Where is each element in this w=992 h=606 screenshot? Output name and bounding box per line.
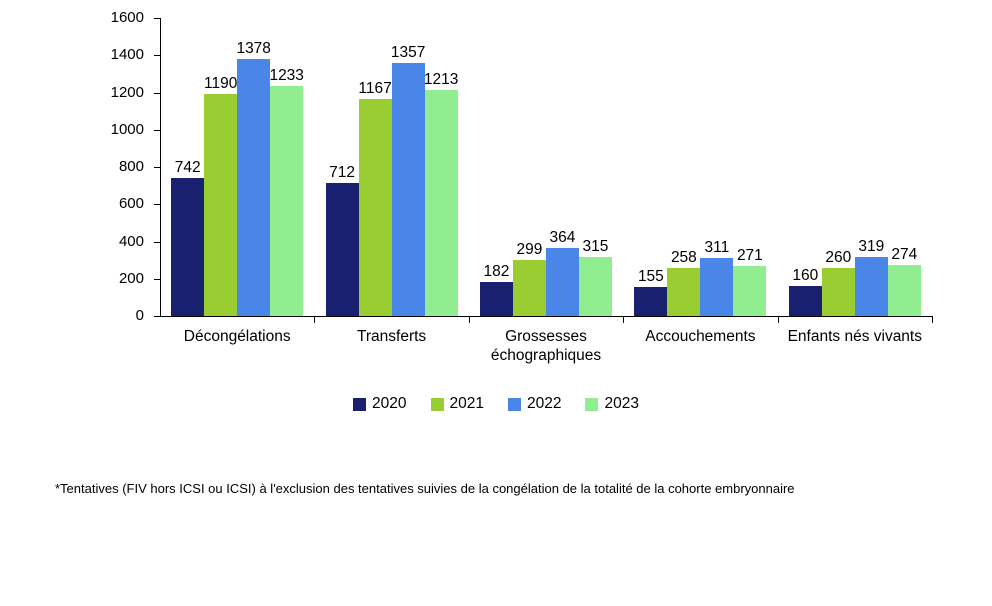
y-axis-tick-label: 800 xyxy=(118,158,144,175)
bar-value-label: 182 xyxy=(483,263,510,281)
bar-value-label: 311 xyxy=(704,239,730,257)
bar-value-label: 742 xyxy=(174,158,201,176)
y-axis-tick-label: 0 xyxy=(135,307,144,324)
bar xyxy=(269,67,304,316)
bar-value-label: 155 xyxy=(637,268,664,286)
bar-value-label: 160 xyxy=(792,267,819,285)
bar xyxy=(423,71,459,316)
x-axis-tick xyxy=(469,316,470,323)
bar-value-label: 1233 xyxy=(269,67,304,85)
bar xyxy=(480,263,513,316)
bar-value-label: 315 xyxy=(582,238,609,256)
y-axis-tick-label: 200 xyxy=(118,269,144,287)
bar xyxy=(789,267,822,316)
bar-value-label: 1213 xyxy=(423,71,459,89)
bar-value-label: 712 xyxy=(329,164,356,182)
legend-label: 2020 xyxy=(372,395,407,412)
bar xyxy=(822,248,855,316)
x-axis-category-label: Grossesses échographiques xyxy=(490,328,602,364)
y-axis-tick-label: 1400 xyxy=(110,46,144,64)
bar-group xyxy=(314,18,468,316)
legend-label: 2022 xyxy=(527,395,562,412)
chart-legend xyxy=(0,396,992,412)
x-axis-tick xyxy=(623,316,624,323)
y-axis-tick-label-wrap xyxy=(96,159,144,174)
y-axis-tick-label: 1200 xyxy=(110,83,144,101)
bar xyxy=(204,75,238,316)
legend-item xyxy=(585,396,638,412)
x-axis-tick xyxy=(932,316,933,323)
x-axis-line xyxy=(160,316,932,317)
y-axis-tick-label-wrap xyxy=(96,122,144,137)
bar-value-label: 1378 xyxy=(236,40,271,58)
bar xyxy=(358,79,392,316)
bar xyxy=(546,229,579,316)
bar xyxy=(855,237,888,316)
bar xyxy=(667,248,700,316)
bar-group xyxy=(623,18,777,316)
bar-value-label: 258 xyxy=(670,248,697,266)
legend-swatch-icon xyxy=(431,398,444,411)
legend-swatch-icon xyxy=(508,398,521,411)
y-axis-tick-label: 400 xyxy=(118,232,144,250)
chart-footnote: *Tentatives (FIV hors ICSI ou ICSI) à l'exclusion des tentatives suivies de la congélation de la totalité de la cohorte embryonnaire xyxy=(55,481,795,496)
bar xyxy=(634,268,667,316)
bar-value-label: 1190 xyxy=(204,75,238,93)
bar-value-label: 319 xyxy=(858,237,885,255)
legend-item xyxy=(508,396,561,412)
bar xyxy=(171,158,204,316)
y-axis-tick-label-wrap xyxy=(96,308,144,323)
y-axis-tick-label-wrap xyxy=(96,85,144,100)
y-axis-tick-label-wrap xyxy=(96,47,144,62)
bar-value-label: 364 xyxy=(549,229,576,247)
bar xyxy=(733,246,766,316)
x-axis-tick xyxy=(314,316,315,323)
bar xyxy=(579,238,612,316)
x-axis-category-label: Transferts xyxy=(356,328,427,345)
bar xyxy=(326,164,359,316)
bar xyxy=(236,40,271,316)
bar-value-label: 274 xyxy=(891,245,918,263)
y-axis-tick-label-wrap xyxy=(96,234,144,249)
bar-value-label: 1167 xyxy=(358,79,392,97)
x-axis-tick xyxy=(778,316,779,323)
bar xyxy=(390,44,426,316)
bar-value-label: 299 xyxy=(516,241,543,259)
plot-area xyxy=(160,18,932,316)
x-axis-category-label: Enfants nés vivants xyxy=(787,328,922,345)
bar-group xyxy=(778,18,932,316)
legend-item xyxy=(353,396,406,412)
y-axis-tick xyxy=(154,316,161,317)
legend-swatch-icon xyxy=(585,398,598,411)
y-axis-tick-label: 600 xyxy=(118,195,144,213)
y-axis-tick-label-wrap xyxy=(96,271,144,286)
bar-group xyxy=(160,18,314,316)
bar xyxy=(888,245,921,316)
bar xyxy=(700,239,733,316)
bar-value-label: 1357 xyxy=(390,44,426,62)
y-axis-tick-label-wrap xyxy=(96,196,144,211)
y-axis-tick-label: 1600 xyxy=(110,9,144,26)
y-axis-tick-label: 1000 xyxy=(110,120,144,138)
legend-label: 2023 xyxy=(604,395,639,412)
legend-label: 2021 xyxy=(449,395,484,412)
bar-group xyxy=(469,18,623,316)
x-axis-category-label: Décongélations xyxy=(183,328,291,345)
y-axis-tick-label-wrap xyxy=(96,10,144,25)
bar xyxy=(513,241,546,316)
bar-value-label: 271 xyxy=(736,246,763,264)
x-axis-category-label: Accouchements xyxy=(645,328,756,345)
bar-value-label: 260 xyxy=(825,248,852,266)
legend-item xyxy=(431,396,484,412)
legend-swatch-icon xyxy=(353,398,366,411)
